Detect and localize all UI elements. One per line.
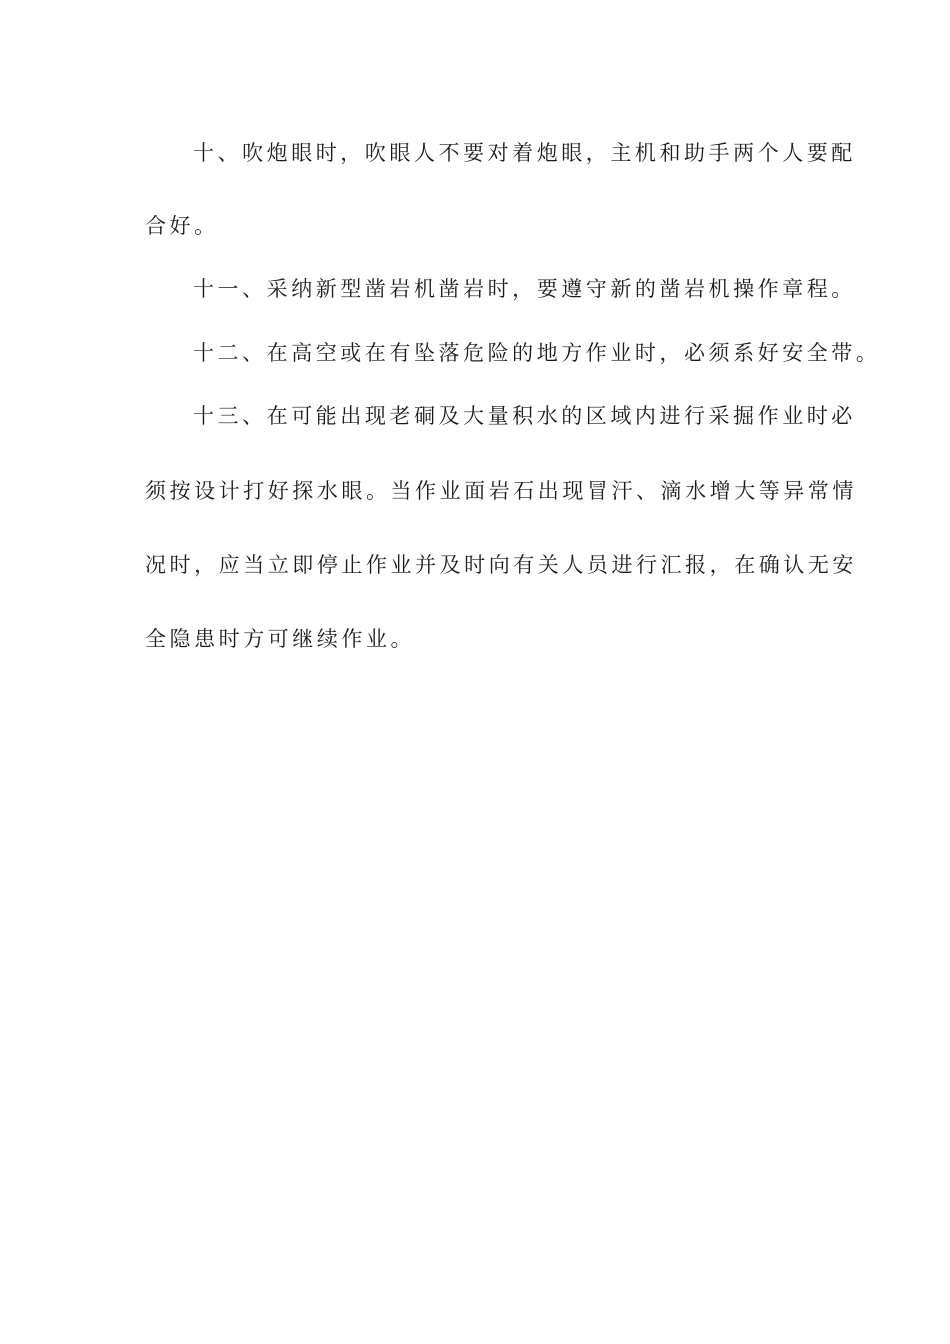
paragraph-13-line-4: 全隐患时方可继续作业。	[145, 627, 416, 651]
paragraph-11-line-1: 十一、采纳新型凿岩机凿岩时，要遵守新的凿岩机操作章程。	[193, 277, 856, 301]
paragraph-13-line-1: 十三、在可能出现老硐及大量积水的区域内进行采掘作业时必	[193, 404, 856, 428]
paragraph-12-line-1: 十二、在高空或在有坠落危险的地方作业时，必须系好安全带。	[193, 341, 881, 365]
paragraph-13-line-3: 况时，应当立即停止作业并及时向有关人员进行汇报，在确认无安	[145, 553, 857, 577]
paragraph-10-line-1: 十、吹炮眼时，吹眼人不要对着炮眼，主机和助手两个人要配	[193, 141, 856, 165]
paragraph-10-line-2: 合好。	[145, 214, 219, 238]
paragraph-13-line-2: 须按设计打好探水眼。当作业面岩石出现冒汗、滴水增大等异常情	[145, 479, 857, 503]
